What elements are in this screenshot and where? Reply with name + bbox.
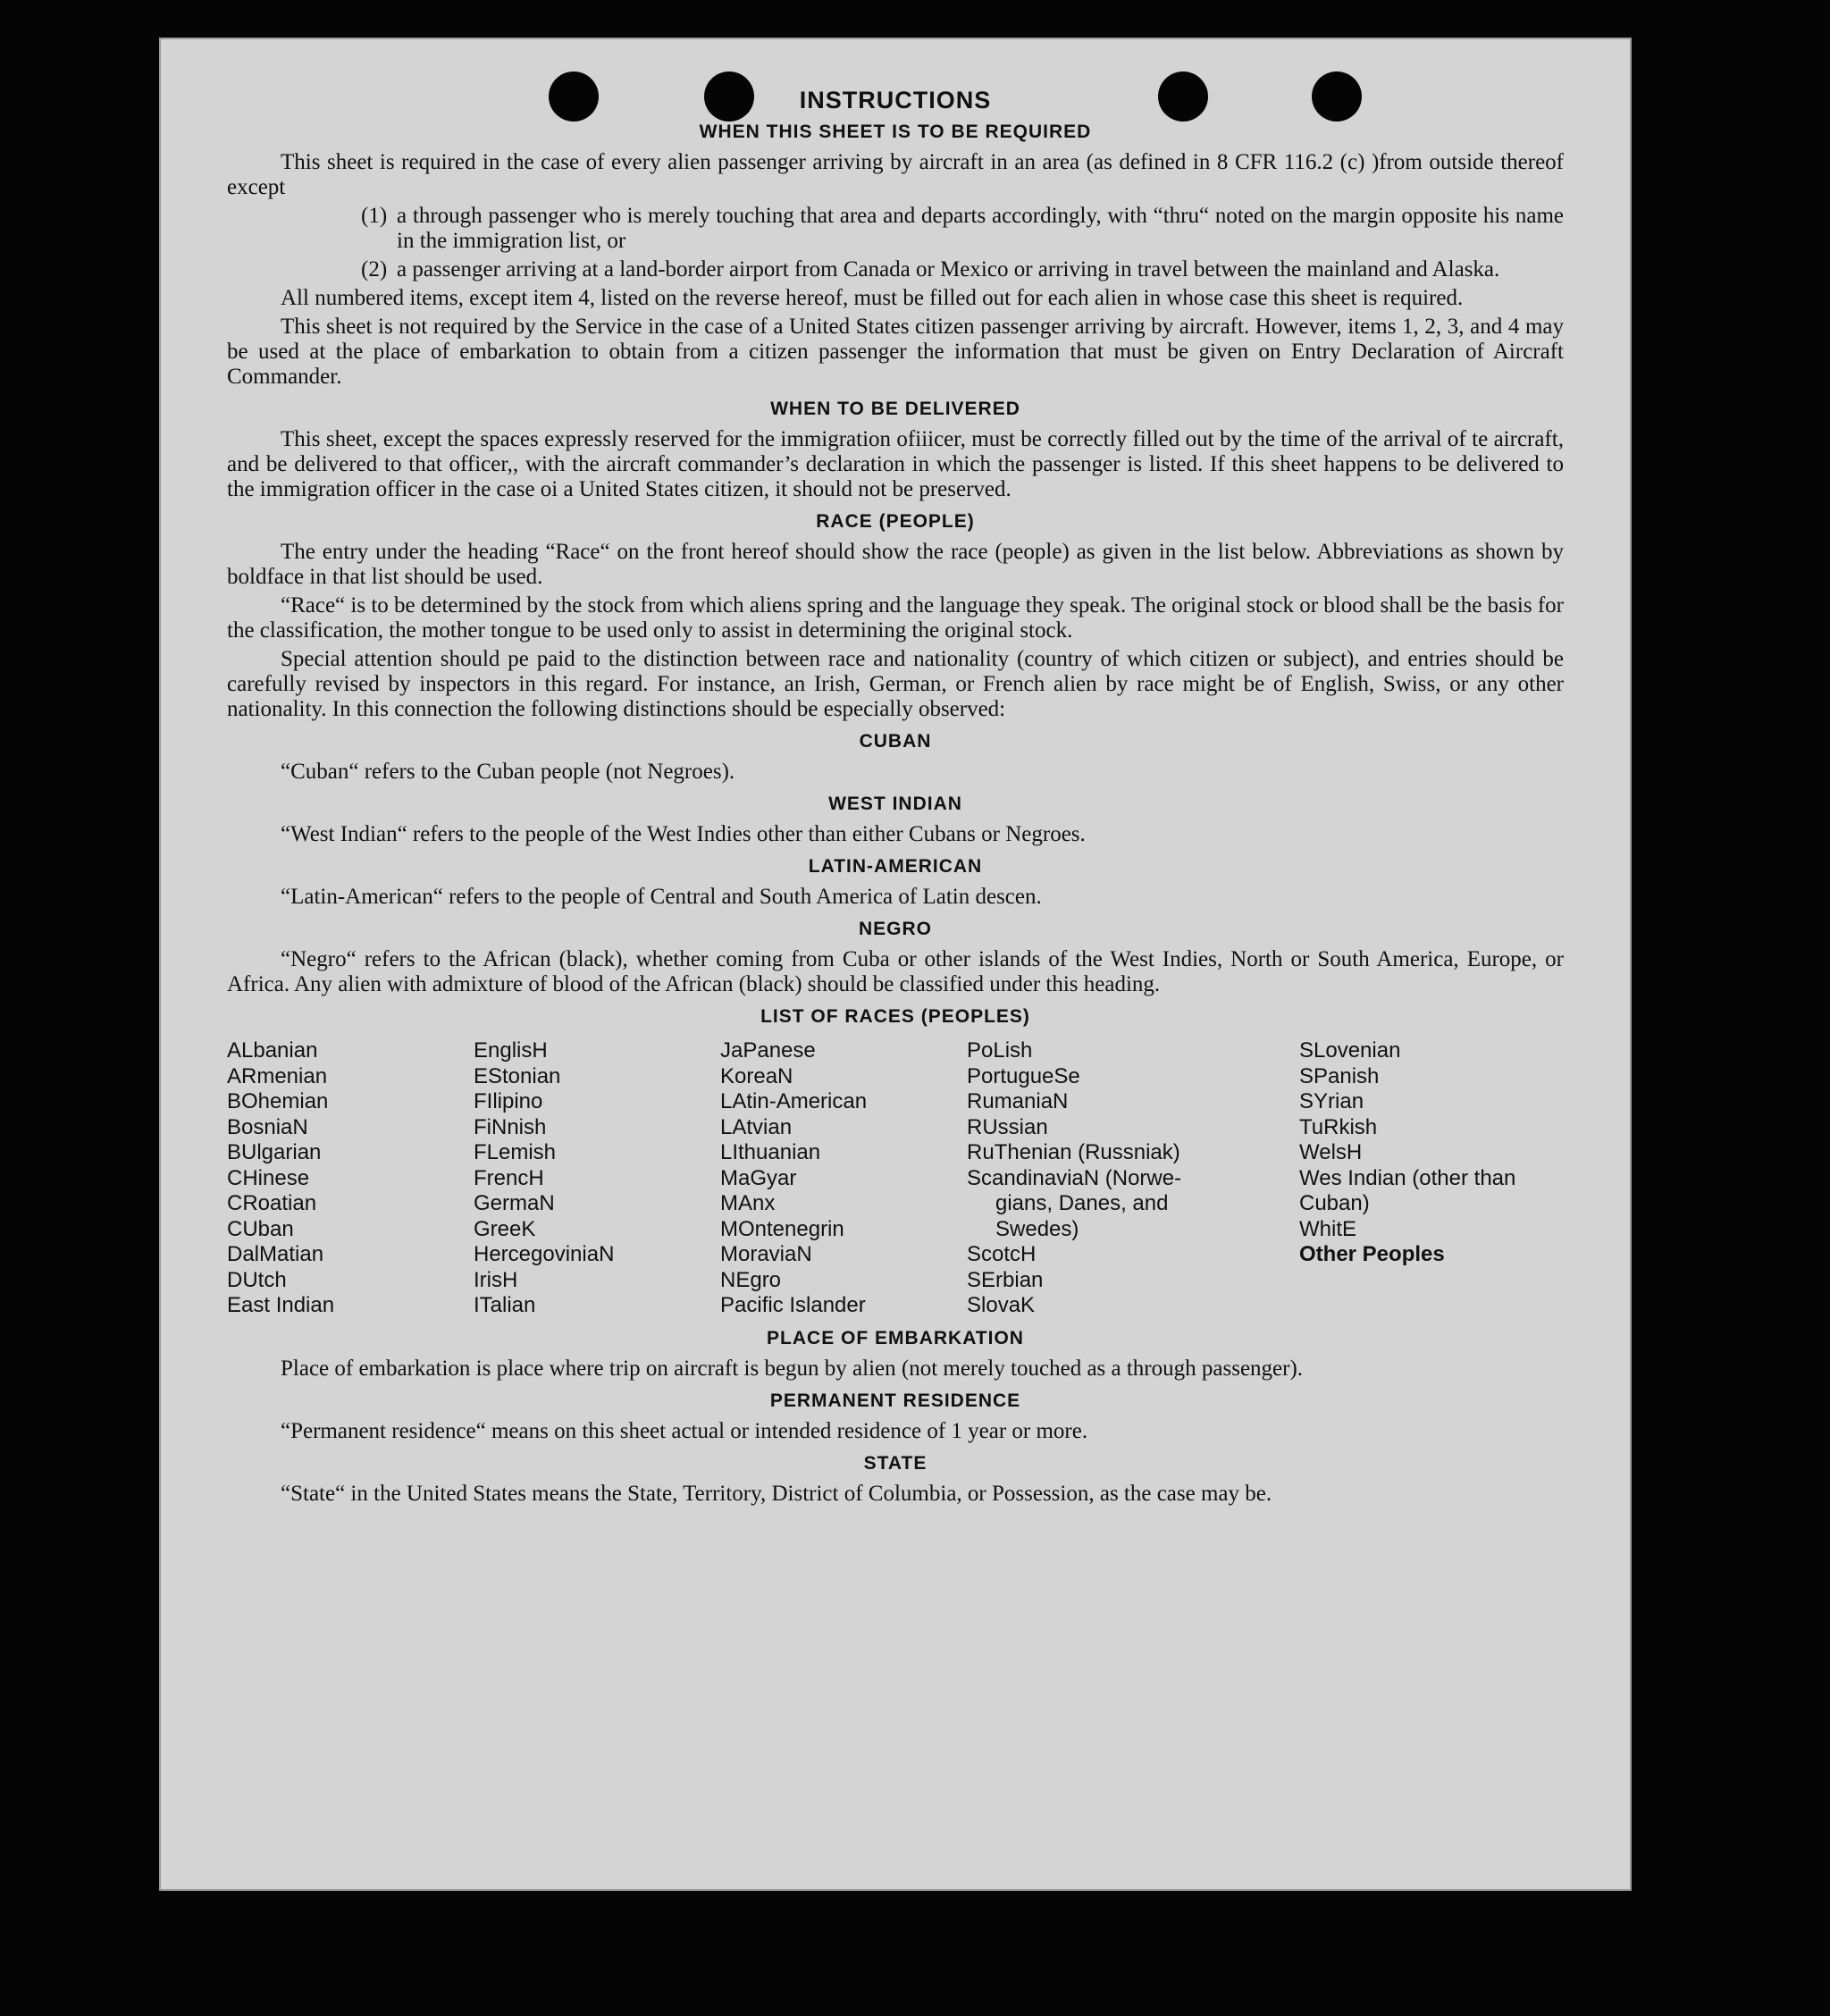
race-entry: EnglisH xyxy=(474,1038,548,1063)
heading-list-of-races: LIST OF RACES (PEOPLES) xyxy=(760,1006,1030,1027)
races-column xyxy=(967,1038,1299,1319)
race-entry: WelsH xyxy=(1299,1140,1363,1164)
heading-cuban: CUBAN xyxy=(859,731,932,752)
race-entry: EStonian xyxy=(474,1063,561,1088)
race-entry: KoreaN xyxy=(720,1063,793,1088)
page-title: INSTRUCTIONS xyxy=(799,87,992,113)
paragraph: This sheet, except the spaces expressly reserved for the immigration ofiiicer, must be correctly filled out by the time of the arrival of te aircraft, and be delivered to that officer,, with the aircraft commander’s declaration in which the passenger is listed. If this sheet happens to be delivered to the immigration officer in the case oi a United States citizen, it should not be preserved. xyxy=(227,427,1564,501)
race-entry: CUban xyxy=(227,1216,294,1241)
paragraph: Place of embarkation is place where trip on aircraft is begun by alien (not merely touched as a through passenger). xyxy=(281,1356,1304,1381)
instructions-body xyxy=(227,88,1564,1510)
heading-embarkation: PLACE OF EMBARKATION xyxy=(767,1327,1024,1348)
races-column xyxy=(227,1038,474,1319)
paragraph: “West Indian“ refers to the people of the West Indies other than either Cubans or Negroes. xyxy=(281,822,1086,846)
race-entry: FIlipino xyxy=(474,1089,543,1113)
race-entry: LAtin-American xyxy=(720,1089,868,1113)
races-column xyxy=(1299,1038,1558,1319)
list-item xyxy=(361,257,1564,282)
paragraph: All numbered items, except item 4, listed on the reverse hereof, must be filled out for each alien in whose case this sheet is required. xyxy=(281,286,1464,310)
race-entry: SPanish xyxy=(1299,1063,1380,1088)
race-entry: SlovaK xyxy=(967,1293,1036,1317)
races-column xyxy=(720,1038,967,1319)
paragraph: This sheet is required in the case of every alien passenger arriving by aircraft in an area (as defined in 8 CFR 116.2 (c) )from outside thereof except xyxy=(227,150,1564,199)
item-text: a passenger arriving at a land-border airport from Canada or Mexico or arriving in travel between the mainland and Alaska. xyxy=(397,257,1500,281)
race-entry: MAnx xyxy=(720,1191,776,1215)
race-entry: Pacific Islander xyxy=(720,1293,866,1317)
race-entry: ALbanian xyxy=(227,1038,318,1063)
races-column xyxy=(474,1038,720,1319)
race-entry: HercegoviniaN xyxy=(474,1242,615,1266)
race-entry: Other Peoples xyxy=(1299,1242,1445,1266)
race-entry: DUtch xyxy=(227,1267,287,1292)
race-entry: East Indian xyxy=(227,1293,335,1317)
race-entry: SErbian xyxy=(967,1267,1044,1292)
heading-negro: NEGRO xyxy=(858,919,932,939)
paragraph: This sheet is not required by the Service in the case of a United States citizen passenger arriving by aircraft. However, items 1, 2, 3, and 4 may be used at the place of embarkation to obtain from a citizen passenger the information that must be given on Entry Declaration of Aircraft Commander. xyxy=(227,315,1564,389)
race-entry: LAtvian xyxy=(720,1114,793,1139)
race-entry: TuRkish xyxy=(1299,1114,1378,1139)
race-entry: LIthuanian xyxy=(720,1140,821,1164)
heading-west-indian: WEST INDIAN xyxy=(828,794,962,814)
race-entry: JaPanese xyxy=(720,1038,816,1063)
race-entry: Wes Indian (other than Cuban) xyxy=(1299,1165,1516,1215)
race-entry: ScandinaviaN (Norwe- xyxy=(967,1165,1182,1190)
race-entry: BOhemian xyxy=(227,1089,329,1113)
race-entry: PortugueSe xyxy=(967,1063,1080,1088)
race-entry: CHinese xyxy=(227,1165,310,1190)
race-entry: FiNnish xyxy=(474,1114,547,1139)
race-entry: MaGyar xyxy=(720,1165,797,1190)
race-entry: ScotcH xyxy=(967,1242,1037,1266)
paragraph: “Race“ is to be determined by the stock from which aliens spring and the language they speak. The original stock or blood shall be the basis for the classification, the mother tongue to be used only to assist in determining the original stock. xyxy=(227,593,1564,643)
race-entry: ARmenian xyxy=(227,1063,328,1088)
race-entry: RUssian xyxy=(967,1114,1048,1139)
race-entry: BosniaN xyxy=(227,1114,308,1139)
race-entry: PoLish xyxy=(967,1038,1033,1063)
paragraph: “Latin-American“ refers to the people of Central and South America of Latin descen. xyxy=(281,885,1042,909)
item-number: (2) xyxy=(361,257,388,281)
paragraph: “Permanent residence“ means on this sheet actual or intended residence of 1 year or more. xyxy=(281,1418,1088,1443)
race-entry: RuThenian (Russniak) xyxy=(967,1140,1180,1164)
race-entry: MOntenegrin xyxy=(720,1216,844,1241)
race-entry: FrencH xyxy=(474,1165,544,1190)
race-entry: CRoatian xyxy=(227,1191,317,1215)
paragraph: “Cuban“ refers to the Cuban people (not Negroes). xyxy=(281,760,735,784)
heading-state: STATE xyxy=(863,1452,928,1474)
race-entry: GermaN xyxy=(474,1191,555,1215)
race-entry: BUlgarian xyxy=(227,1140,322,1164)
item-number: (1) xyxy=(361,204,388,228)
race-entry: gians, Danes, and xyxy=(995,1191,1169,1215)
heading-when-delivered: WHEN TO BE DELIVERED xyxy=(770,399,1020,419)
race-entry: Swedes) xyxy=(995,1216,1079,1241)
heading-permanent-residence: PERMANENT RESIDENCE xyxy=(769,1390,1021,1411)
paragraph: “Negro“ refers to the African (black), whether coming from Cuba or other islands of the West Indies, North or South America, Europe, or Africa. Any alien with admixture of blood of the African (black) should be classified under this heading. xyxy=(227,947,1564,996)
heading-latin-american: LATIN-AMERICAN xyxy=(808,856,983,877)
race-entry: IrisH xyxy=(474,1267,518,1292)
race-entry: NEgro xyxy=(720,1267,782,1292)
race-entry: MoraviaN xyxy=(720,1242,812,1266)
race-entry: FLemish xyxy=(474,1140,557,1164)
heading-when-required: WHEN THIS SHEET IS TO BE REQUIRED xyxy=(699,122,1092,142)
race-entry: WhitE xyxy=(1299,1216,1357,1241)
item-text: a through passenger who is merely touching that area and departs accordingly, with “thru“ noted on the margin opposite his name in the immigration list, or xyxy=(397,204,1564,253)
paragraph: The entry under the heading “Race“ on the front hereof should show the race (people) as given in the list below. Abbreviations as shown by boldface in that list should be used. xyxy=(227,540,1564,589)
paragraph: “State“ in the United States means the State, Territory, District of Columbia, or Possession, as the case may be. xyxy=(281,1481,1272,1506)
races-table xyxy=(227,1038,1564,1319)
race-entry: GreeK xyxy=(474,1216,536,1241)
race-entry: DalMatian xyxy=(227,1242,324,1266)
document-page xyxy=(159,38,1632,1891)
race-entry: ITalian xyxy=(474,1293,536,1317)
list-item xyxy=(361,204,1564,254)
heading-race: RACE (PEOPLE) xyxy=(816,511,975,532)
paragraph: Special attention should pe paid to the distinction between race and nationality (country of which citizen or subject), and entries should be carefully revised by inspectors in this regard. For instance, an Irish, German, or French alien by race might be of English, Swiss, or any other nationality. In this connection the following distinctions should be especially observed: xyxy=(227,647,1564,721)
race-entry: SYrian xyxy=(1299,1089,1364,1113)
race-entry: SLovenian xyxy=(1299,1038,1401,1063)
race-entry: RumaniaN xyxy=(967,1089,1069,1113)
